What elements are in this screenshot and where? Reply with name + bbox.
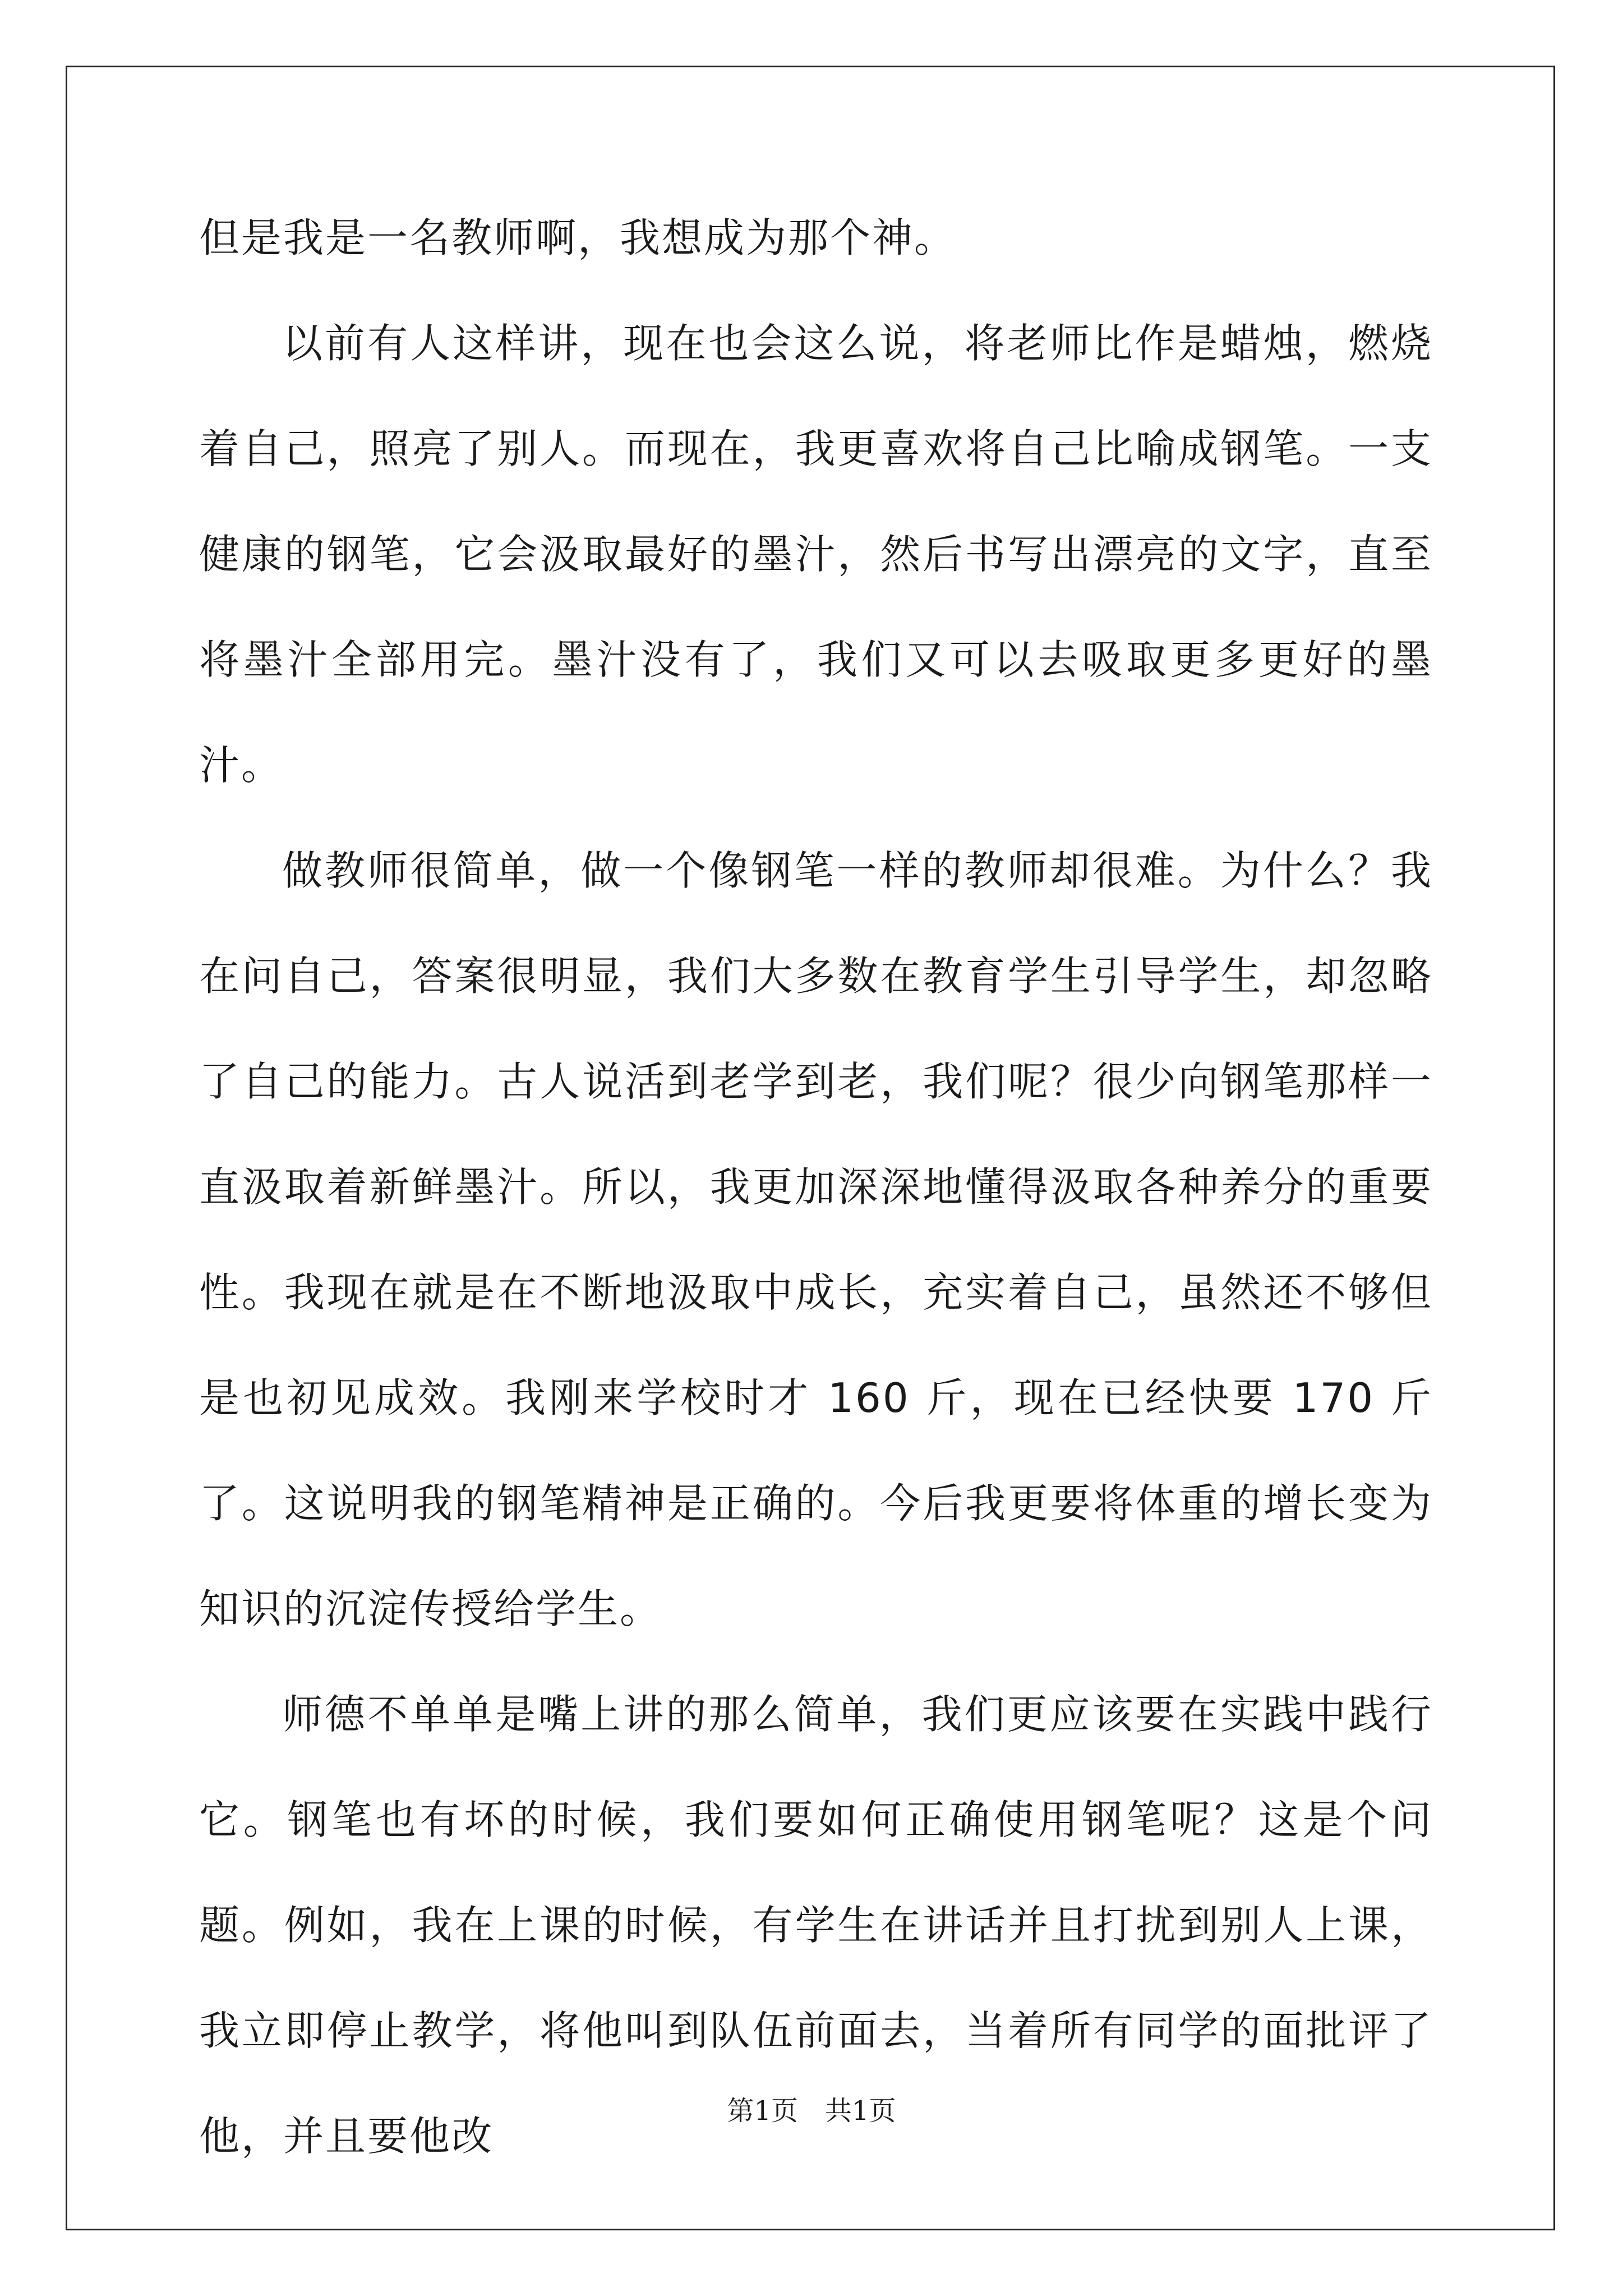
page-total: 共1页 bbox=[825, 2095, 896, 2127]
page-footer bbox=[0, 2089, 1623, 2128]
paragraph-3: 做教师很简单，做一个像钢笔一样的教师却很难。为什么？我在问自己，答案很明显，我们大多数在教育学生引导学生，却忽略了自己的能力。古人说活到老学到老，我们呢？很少向钢笔那样一直汲取着新鲜墨汁。所以，我更加深深地懂得汲取各种养分的重要性。我现在就是在不断地汲取中成长，充实着自己，虽然还不够但是也初见成效。我刚来学校时才 160 斤，现在已经快要 170 斤了。这说明我的钢笔精神是正确的。今后我更要将体重的增长变为知识的沉淀传授给学生。 bbox=[199, 847, 1433, 1632]
page-number: 第1页 bbox=[727, 2095, 798, 2127]
paragraph-2: 以前有人这样讲，现在也会这么说，将老师比作是蜡烛，燃烧着自己，照亮了别人。而现在，我更喜欢将自己比喻成钢笔。一支健康的钢笔，它会汲取最好的墨汁，然后书写出漂亮的文字，直至将墨汁全部用完。墨汁没有了，我们又可以去吸取更多更好的墨汁。 bbox=[199, 320, 1433, 789]
document-body bbox=[199, 185, 1433, 2189]
paragraph-4: 师德不单单是嘴上讲的那么简单，我们更应该要在实践中践行它。钢笔也有坏的时候，我们要如何正确使用钢笔呢？这是个问题。例如，我在上课的时候，有学生在讲话并且打扰到别人上课，我立即停止教学，将他叫到队伍前面去，当着所有同学的面批评了他，并且要他改 bbox=[199, 1691, 1433, 2160]
paragraph-1: 但是我是一名教师啊，我想成为那个神。 bbox=[199, 214, 957, 261]
